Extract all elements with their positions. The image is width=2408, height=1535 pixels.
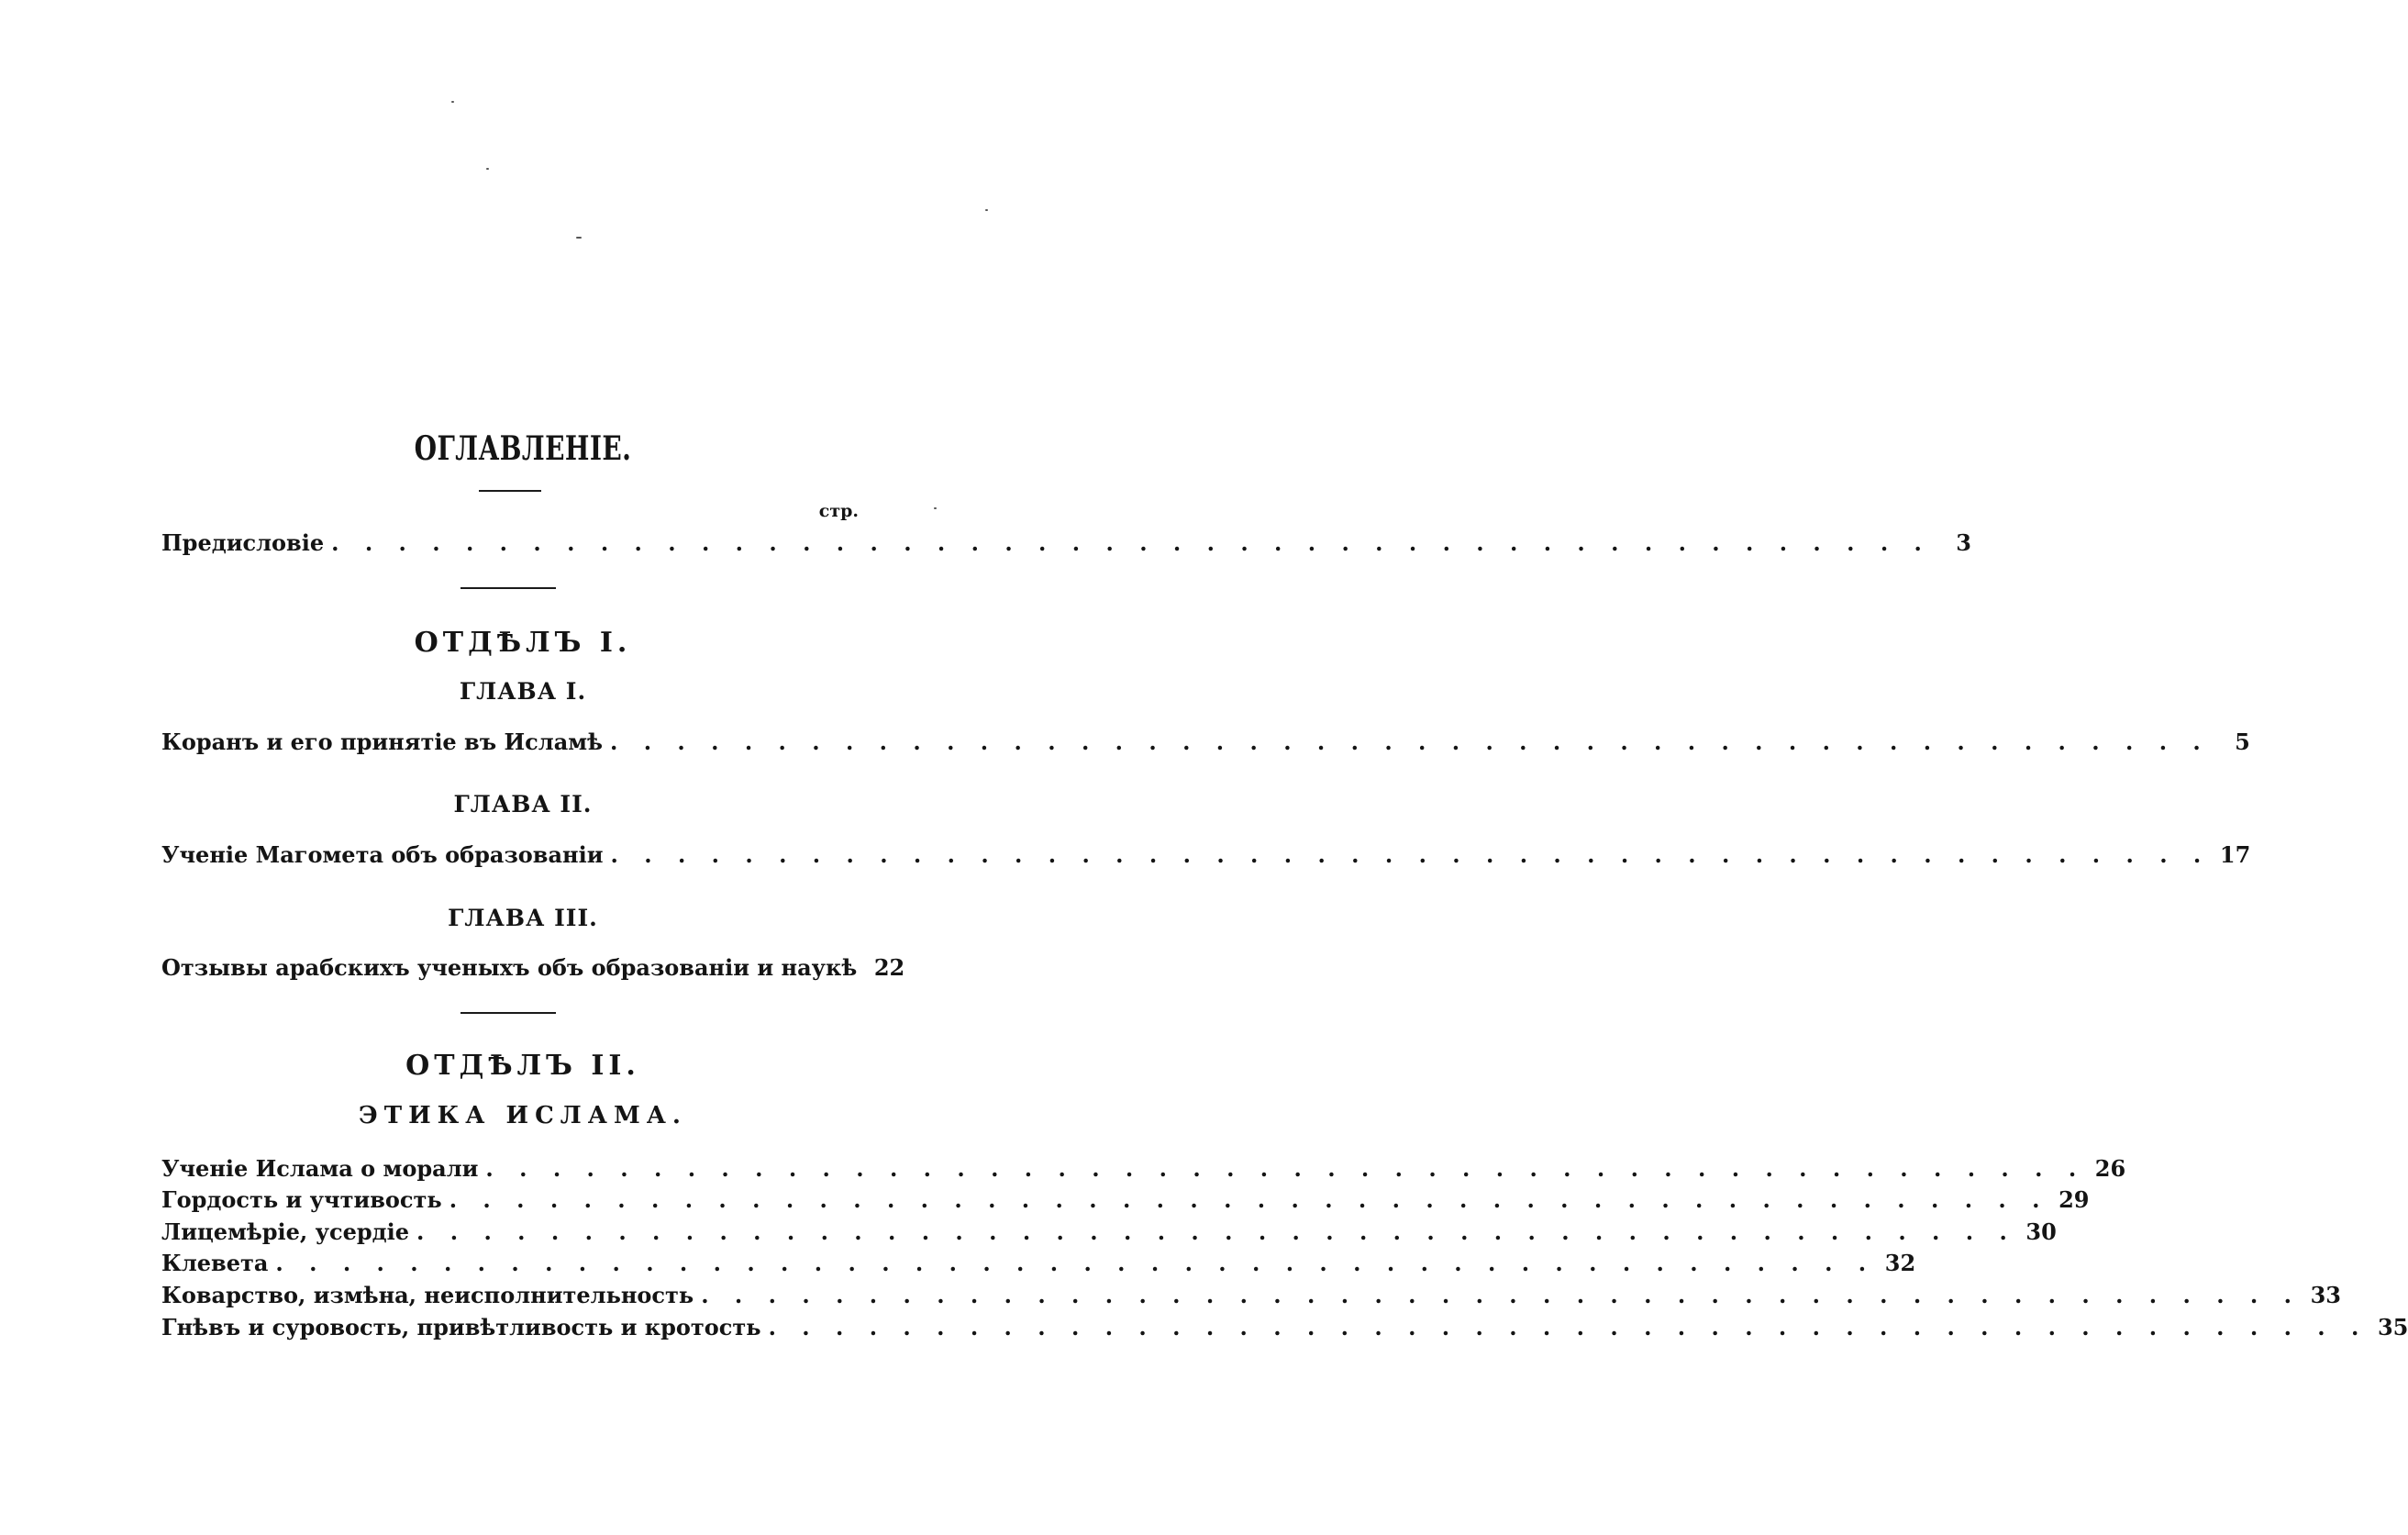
entry-page-number: 29 [2058,1186,2090,1213]
dot-leader: . . . . . . . . . . . . . . . . . . . . . . . . . . . . . . . . . . . . . . . . . . . . . . . . [485,1155,2086,1182]
toc-entry-preface [161,528,1971,559]
entry-label: Отзывы арабскихъ ученыхъ объ образованіи и наукѣ [161,954,858,981]
dot-leader: . . . . . . . . . . . . . . . . . . . . . . . . . . . . . . . . . . . . . . . . . . . . . . . . [610,841,2211,868]
dot-leader: . . . . . . . . . . . . . . . . . . . . . . . . . . . . . . . . . . . . . . . . . . . . . . . . [768,1314,2369,1340]
toc-entry [161,1280,2341,1311]
entry-label: Коранъ и его принятіе въ Исламѣ [161,729,603,755]
entry-page-number: 33 [2310,1282,2341,1308]
toc-entry [161,952,905,984]
entry-label: Ученіе Ислама о морали [161,1155,479,1182]
dot-leader: . . . . . . . . . . . . . . . . . . . . . . . . . . . . . . . . . . . . . . . . . . . . . . . . [609,729,2210,755]
scan-speck [451,101,454,103]
entry-label: Коварство, измѣна, неисполнительность [161,1282,694,1308]
title-divider [479,490,541,492]
chapter-heading: ГЛАВА III. [448,905,598,931]
entry-label: Гнѣвъ и суровость, привѣтливость и кротость [161,1314,761,1340]
entry-page-number: 26 [2094,1155,2126,1182]
scan-speck [486,168,489,170]
toc-entry [161,1312,2408,1343]
section-heading: ОТДѢЛЪ I. [414,627,632,659]
chapter-heading: ГЛАВА II. [453,791,593,818]
entry-page-number: 5 [2235,729,2250,755]
scan-speck [576,237,582,239]
entry-page-number: 30 [2025,1218,2057,1245]
dot-leader: . . . . . . . . . . . . . . . . . . . . . . . . . . . . . . . . . . . . . . . . . . . . . . . . [701,1282,2301,1308]
entry-page-number: 17 [2219,841,2251,868]
entry-page-number: 32 [1884,1250,1916,1276]
entry-label: Лицемѣріе, усердіе [161,1218,410,1245]
section-divider [461,1012,556,1014]
toc-entry [161,1185,2090,1216]
page-title: ОГЛАВЛЕНІЕ. [414,429,632,468]
section-divider [461,587,556,589]
scan-speck [985,209,988,211]
entry-label: Клевета [161,1250,269,1276]
section-heading: ОТДѢЛЪ II. [405,1050,640,1082]
entry-label: Предисловіе [161,529,325,556]
entry-page-number: 22 [873,954,905,981]
toc-entry [161,1248,1916,1279]
entry-page-number: 35 [2377,1314,2408,1340]
dot-leader: . . . . . . . . . . . . . . . . . . . . . . . . . . . . . . . . . . . . . . . . . . . . . . . . [331,529,1931,556]
toc-entry [161,840,2251,871]
scan-speck [934,507,937,509]
toc-entry [161,1153,2126,1185]
entry-label: Гордость и учтивость [161,1186,442,1213]
chapter-heading: ГЛАВА I. [459,678,587,705]
toc-entry [161,1217,2057,1248]
dot-leader: . . . . . . . . . . . . . . . . . . . . . . . . . . . . . . . . . . . . . . . . . . . . . . . . [275,1250,1876,1276]
entry-label: Ученіе Магомета объ образованіи [161,841,604,868]
dot-leader: . . . . . . . . . . . . . . . . . . . . . . . . . . . . . . . . . . . . . . . . . . . . . . . . [416,1218,2016,1245]
toc-entry [161,727,2250,758]
section-subheading: ЭТИКА ИСЛАМА. [359,1102,687,1129]
dot-leader: . . . . . . . . . . . . . . . . . . . . . . . . . . . . . . . . . . . . . . . . . . . . . . . . [449,1186,2049,1213]
entry-page-number: 3 [1956,529,1971,556]
page-column-label: стр. [818,501,859,521]
